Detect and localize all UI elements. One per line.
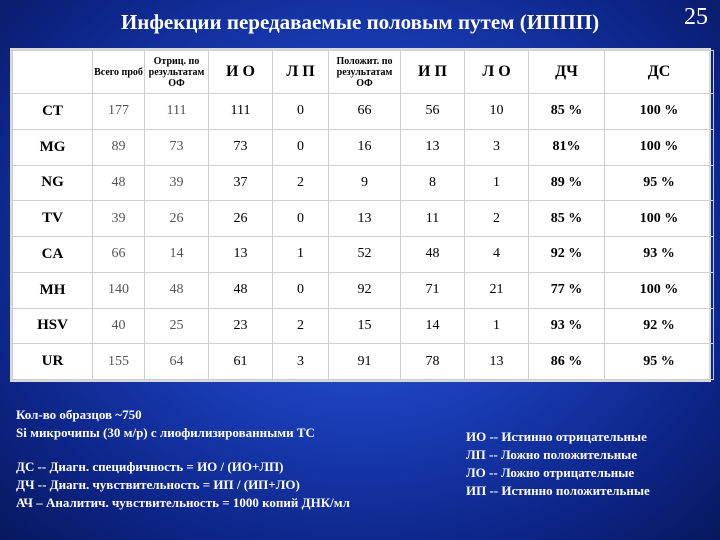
legend-true-negative: ИО -- Истинно отрицательные	[466, 429, 647, 444]
table-cell: 13	[465, 344, 529, 380]
table-cell: 73	[209, 129, 273, 165]
table-cell: 11	[401, 201, 465, 237]
header-true-negative: И О	[209, 51, 273, 94]
specificity-formula: ДС -- Диагн. специфичность = ИО / (ИО+ЛП)	[16, 459, 284, 474]
table-cell: 85 %	[529, 94, 605, 130]
table-cell: 9	[329, 165, 401, 201]
header-diag-specificity: ДС	[605, 51, 714, 94]
table-cell: 4	[465, 237, 529, 273]
table-cell: 93 %	[529, 308, 605, 344]
table-cell: 111	[145, 94, 209, 130]
table-cell: 92	[329, 272, 401, 308]
slide-title: Инфекции передаваемые половым путем (ИППП)	[120, 10, 600, 34]
table-cell: 48	[145, 272, 209, 308]
table-cell: 81%	[529, 129, 605, 165]
table-cell: 39	[93, 201, 145, 237]
table-cell: 13	[329, 201, 401, 237]
table-cell: 40	[93, 308, 145, 344]
table-cell: 140	[93, 272, 145, 308]
table-cell: 0	[273, 94, 329, 130]
table-cell: 52	[329, 237, 401, 273]
table-cell: 64	[145, 344, 209, 380]
header-negative-by-of: Отриц. по результатам ОФ	[145, 51, 209, 94]
table-cell: 155	[93, 344, 145, 380]
table-cell: 91	[329, 344, 401, 380]
table-cell: 61	[209, 344, 273, 380]
table-cell: 111	[209, 94, 273, 130]
table-cell: 100 %	[605, 272, 714, 308]
table-cell: 66	[93, 237, 145, 273]
table-cell: 14	[145, 237, 209, 273]
table-cell: 2	[273, 165, 329, 201]
table-cell: 177	[93, 94, 145, 130]
table-cell: 85 %	[529, 201, 605, 237]
table-row	[13, 201, 714, 237]
row-label: MH	[13, 272, 93, 308]
table-cell: 21	[465, 272, 529, 308]
table-row	[13, 344, 714, 380]
table-cell: 1	[465, 308, 529, 344]
table-cell: 16	[329, 129, 401, 165]
table-cell: 0	[273, 129, 329, 165]
legend-false-negative: ЛО -- Ложно отрицательные	[466, 465, 635, 480]
table-cell: 77 %	[529, 272, 605, 308]
sensitivity-formula: ДЧ -- Диагн. чувствительность = ИП / (ИП+ЛО)	[16, 477, 300, 492]
table-cell: 10	[465, 94, 529, 130]
table-row	[13, 237, 714, 273]
table-cell: 89	[93, 129, 145, 165]
row-label: TV	[13, 201, 93, 237]
row-label: UR	[13, 344, 93, 380]
table-cell: 0	[273, 201, 329, 237]
header-false-negative: Л О	[465, 51, 529, 94]
results-table-panel	[10, 48, 711, 382]
table-cell: 48	[93, 165, 145, 201]
table-cell: 25	[145, 308, 209, 344]
page-number: 25	[684, 4, 708, 30]
table-cell: 48	[401, 237, 465, 273]
analytic-sensitivity-note: АЧ – Аналитич. чувствительность = 1000 копий ДНК/мл	[16, 495, 350, 510]
table-cell: 95 %	[605, 344, 714, 380]
abbreviations-legend	[466, 428, 716, 500]
header-positive-by-of: Положит. по результатам ОФ	[329, 51, 401, 94]
row-label: NG	[13, 165, 93, 201]
table-row	[13, 94, 714, 130]
table-cell: 2	[273, 308, 329, 344]
table-cell: 95 %	[605, 165, 714, 201]
table-cell: 8	[401, 165, 465, 201]
table-cell: 15	[329, 308, 401, 344]
table-row	[13, 308, 714, 344]
table-cell: 100 %	[605, 201, 714, 237]
header-total-samples: Всего проб	[93, 51, 145, 94]
table-cell: 100 %	[605, 129, 714, 165]
row-label: CT	[13, 94, 93, 130]
table-cell: 3	[273, 344, 329, 380]
table-cell: 89 %	[529, 165, 605, 201]
notes-left	[16, 406, 456, 512]
table-cell: 86 %	[529, 344, 605, 380]
table-cell: 13	[401, 129, 465, 165]
table-cell: 1	[273, 237, 329, 273]
results-table	[12, 50, 714, 380]
table-header-row	[13, 51, 714, 94]
header-cell-empty	[13, 51, 93, 94]
table-row	[13, 272, 714, 308]
microchip-note: Si микрочипы (30 м/р) с лиофилизированными ТС	[16, 425, 315, 440]
table-cell: 92 %	[529, 237, 605, 273]
header-diag-sensitivity: ДЧ	[529, 51, 605, 94]
table-cell: 78	[401, 344, 465, 380]
table-cell: 26	[145, 201, 209, 237]
header-false-positive: Л П	[273, 51, 329, 94]
header-true-positive: И П	[401, 51, 465, 94]
table-cell: 37	[209, 165, 273, 201]
table-cell: 93 %	[605, 237, 714, 273]
table-cell: 39	[145, 165, 209, 201]
legend-false-positive: ЛП -- Ложно положительные	[466, 447, 638, 462]
notes-spacer	[16, 442, 456, 458]
legend-true-positive: ИП -- Истинно положительные	[466, 483, 650, 498]
table-cell: 66	[329, 94, 401, 130]
table-cell: 73	[145, 129, 209, 165]
table-row	[13, 165, 714, 201]
table-cell: 23	[209, 308, 273, 344]
table-row	[13, 129, 714, 165]
table-cell: 26	[209, 201, 273, 237]
table-cell: 14	[401, 308, 465, 344]
row-label: CA	[13, 237, 93, 273]
row-label: HSV	[13, 308, 93, 344]
table-cell: 13	[209, 237, 273, 273]
table-cell: 71	[401, 272, 465, 308]
row-label: MG	[13, 129, 93, 165]
table-cell: 48	[209, 272, 273, 308]
table-cell: 3	[465, 129, 529, 165]
table-cell: 2	[465, 201, 529, 237]
table-cell: 1	[465, 165, 529, 201]
table-cell: 100 %	[605, 94, 714, 130]
table-cell: 56	[401, 94, 465, 130]
table-cell: 92 %	[605, 308, 714, 344]
sample-count-note: Кол-во образцов ~750	[16, 407, 142, 422]
table-cell: 0	[273, 272, 329, 308]
